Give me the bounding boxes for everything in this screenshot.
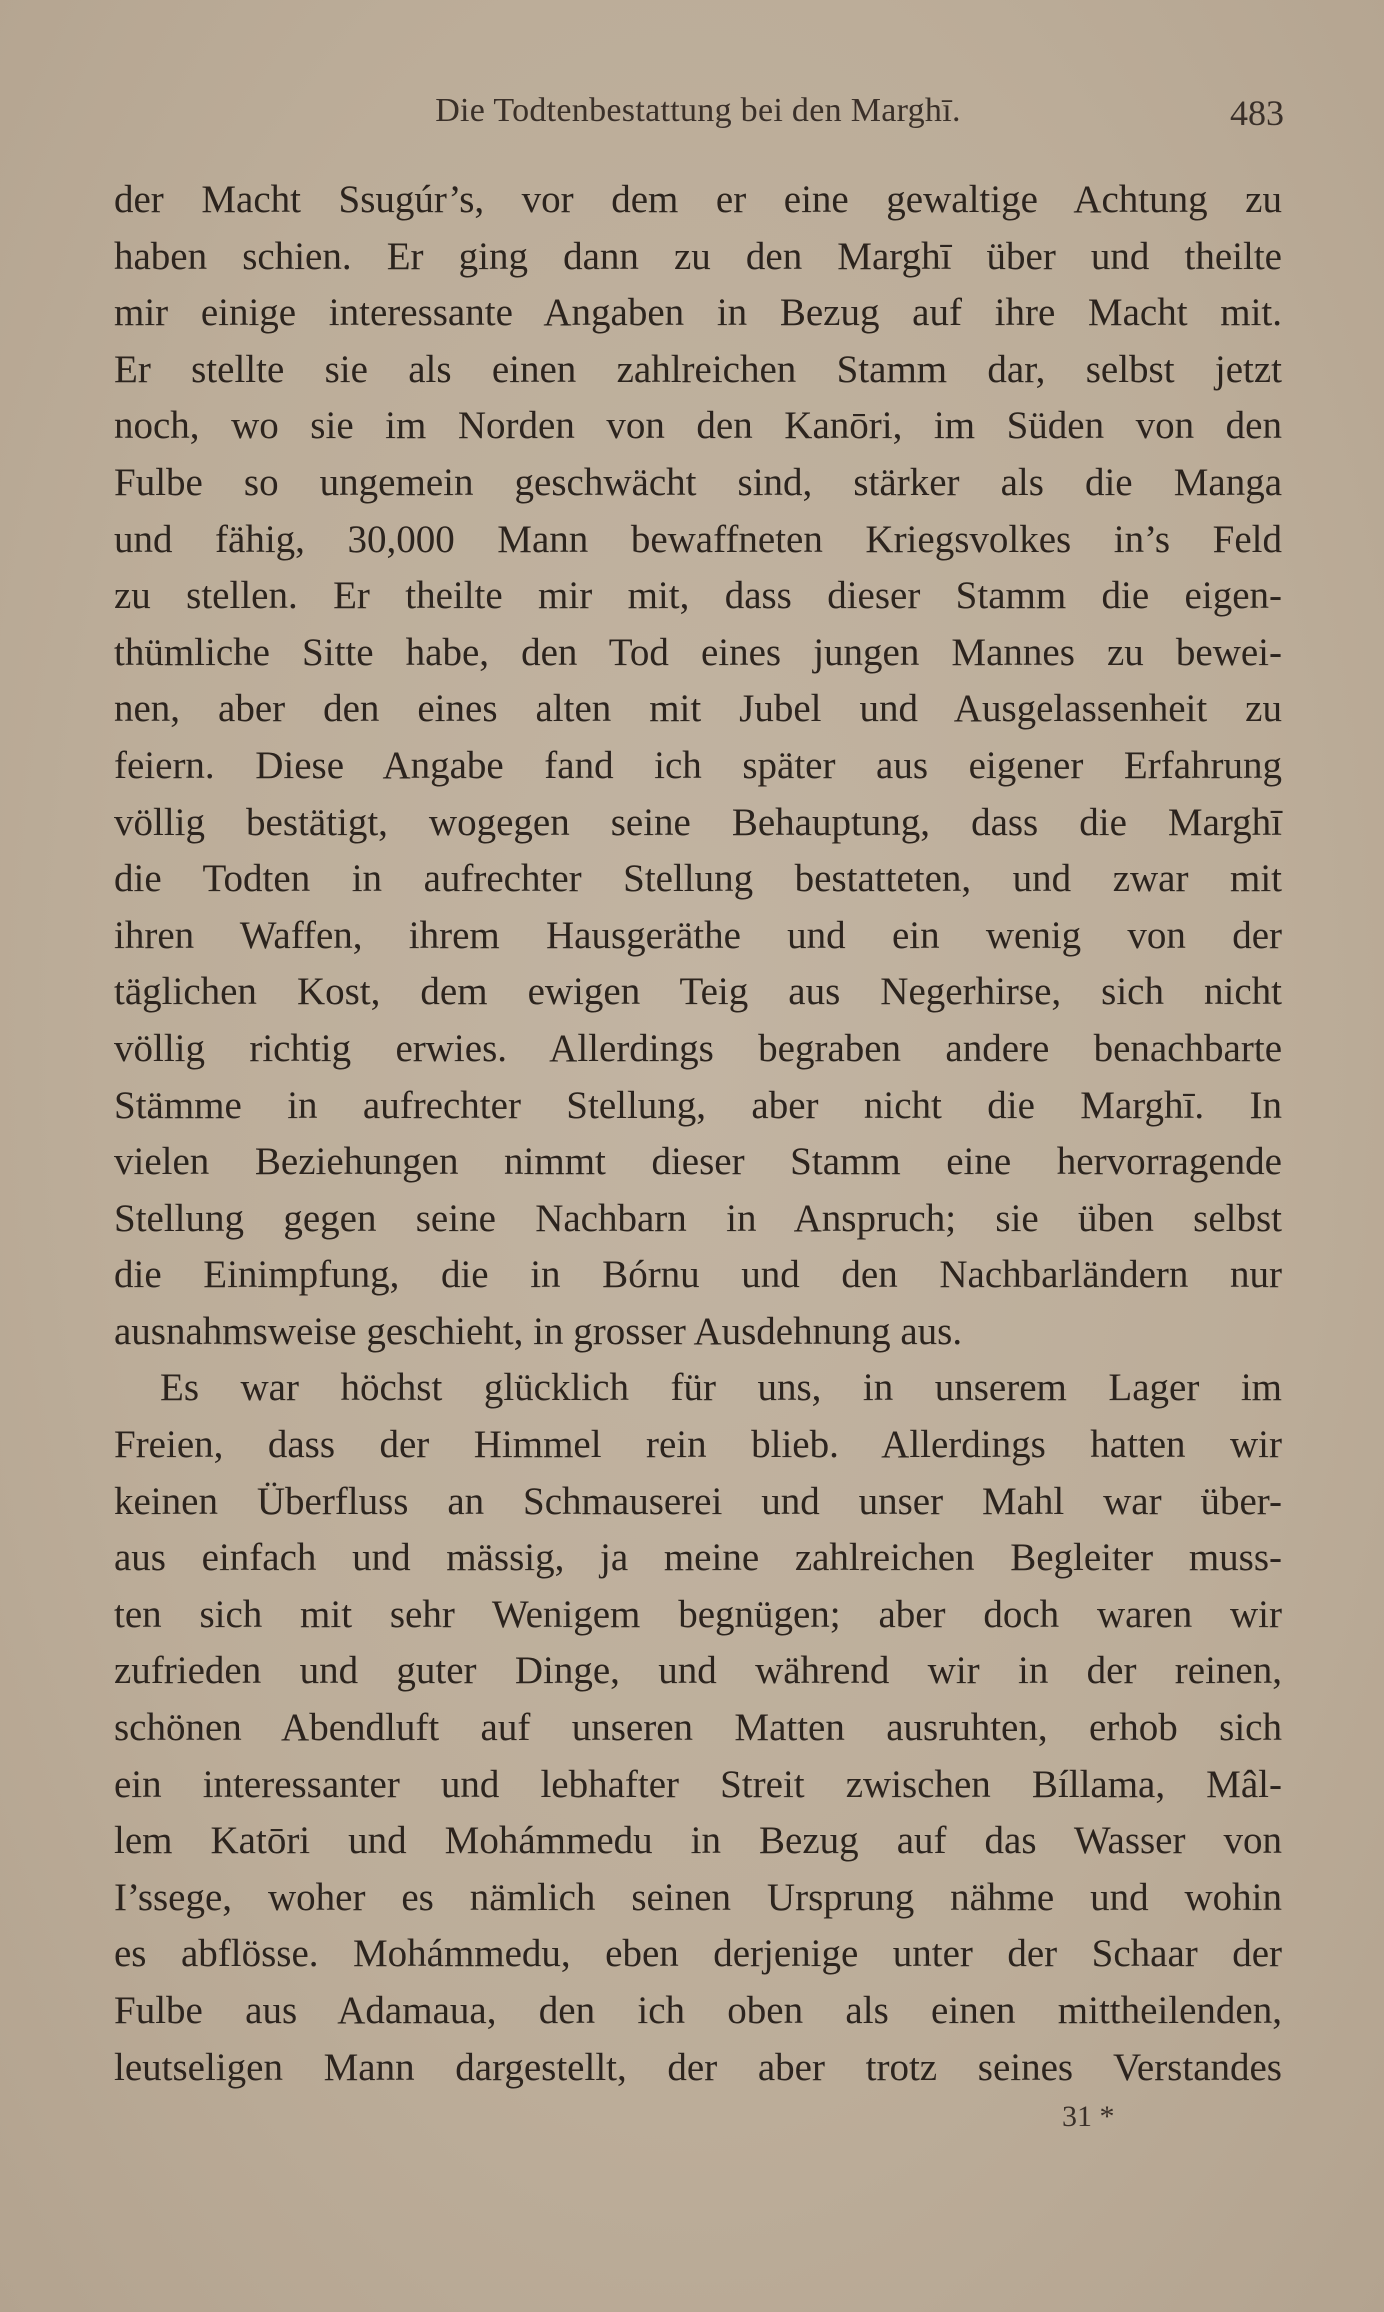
text-line: völlig richtig erwies. Allerdings begraben andere benachbarte <box>114 1026 1282 1070</box>
text-line: und fähig, 30,000 Mann bewaffneten Kriegsvolkes in’s Feld <box>114 517 1282 561</box>
text-line: feiern. Diese Angabe fand ich später aus eigener Erfahrung <box>114 743 1282 787</box>
text-line: ein interessanter und lebhafter Streit zwischen Bíllama, Mâl- <box>114 1762 1282 1806</box>
text-line: schönen Abendluft auf unseren Matten ausruhten, erhob sich <box>114 1706 1282 1750</box>
text-line: aus einfach und mässig, ja meine zahlreichen Begleiter muss- <box>114 1536 1282 1580</box>
body-text <box>114 172 1282 2096</box>
text-line: Freien, dass der Himmel rein blieb. Allerdings hatten wir <box>114 1423 1282 1467</box>
text-line: ausnahmsweise geschieht, in grosser Ausdehnung aus. <box>114 1309 963 1353</box>
text-line: mir einige interessante Angaben in Bezug auf ihre Macht mit. <box>114 291 1282 335</box>
text-line: zufrieden und guter Dinge, und während wir in der reinen, <box>114 1649 1282 1693</box>
running-title: Die Todtenbestattung bei den Marghī. <box>435 92 961 129</box>
text-line: vielen Beziehungen nimmt dieser Stamm eine hervorragende <box>114 1140 1282 1184</box>
signature-mark: 31 * <box>1062 2100 1115 2133</box>
text-line: Fulbe aus Adamaua, den ich oben als einen mittheilenden, <box>114 1989 1282 2032</box>
text-line: Stellung gegen seine Nachbarn in Anspruch; sie üben selbst <box>114 1196 1282 1240</box>
text-line: nen, aber den eines alten mit Jubel und Ausgelassenheit zu <box>114 687 1282 731</box>
text-line: I’ssege, woher es nämlich seinen Ursprung nähme und wohin <box>114 1875 1282 1919</box>
paragraph <box>114 172 1282 1360</box>
text-line: die Todten in aufrechter Stellung bestatteten, und zwar mit <box>114 857 1282 901</box>
text-line: völlig bestätigt, wogegen seine Behauptung, dass die Marghī <box>114 800 1282 844</box>
text-line: Stämme in aufrechter Stellung, aber nicht die Marghī. In <box>114 1083 1282 1127</box>
text-line: täglichen Kost, dem ewigen Teig aus Negerhirse, sich nicht <box>114 970 1282 1014</box>
text-line: ten sich mit sehr Wenigem begnügen; aber doch waren wir <box>114 1592 1282 1636</box>
text-line: keinen Überfluss an Schmauserei und unser Mahl war über- <box>114 1479 1282 1523</box>
text-line: Fulbe so ungemein geschwächt sind, stärker als die Manga <box>114 460 1282 504</box>
running-head <box>112 92 1284 142</box>
text-line: haben schien. Er ging dann zu den Marghī über und theilte <box>114 234 1282 278</box>
text-line: der Macht Ssugúr’s, vor dem er eine gewaltige Achtung zu <box>114 178 1282 221</box>
text-line: lem Katōri und Mohámmedu in Bezug auf das Wasser von <box>114 1819 1282 1863</box>
text-line: thümliche Sitte habe, den Tod eines jungen Mannes zu bewei- <box>114 630 1282 674</box>
text-line: die Einimpfung, die in Bórnu und den Nachbarländern nur <box>114 1253 1282 1297</box>
text-line: zu stellen. Er theilte mir mit, dass dieser Stamm die eigen- <box>114 574 1282 618</box>
paragraph <box>114 1360 1282 2096</box>
text-line: ihren Waffen, ihrem Hausgeräthe und ein wenig von der <box>114 913 1282 957</box>
text-line: Es war höchst glücklich für uns, in unserem Lager im <box>160 1366 1282 1410</box>
text-line: es abflösse. Mohámmedu, eben derjenige unter der Schaar der <box>114 1932 1282 1976</box>
text-line: Er stellte sie als einen zahlreichen Stamm dar, selbst jetzt <box>114 347 1282 391</box>
text-line: noch, wo sie im Norden von den Kanōri, im Süden von den <box>114 404 1282 448</box>
page-number: 483 <box>1230 93 1284 133</box>
text-line: leutseligen Mann dargestellt, der aber trotz seines Verstandes <box>114 2045 1282 2089</box>
